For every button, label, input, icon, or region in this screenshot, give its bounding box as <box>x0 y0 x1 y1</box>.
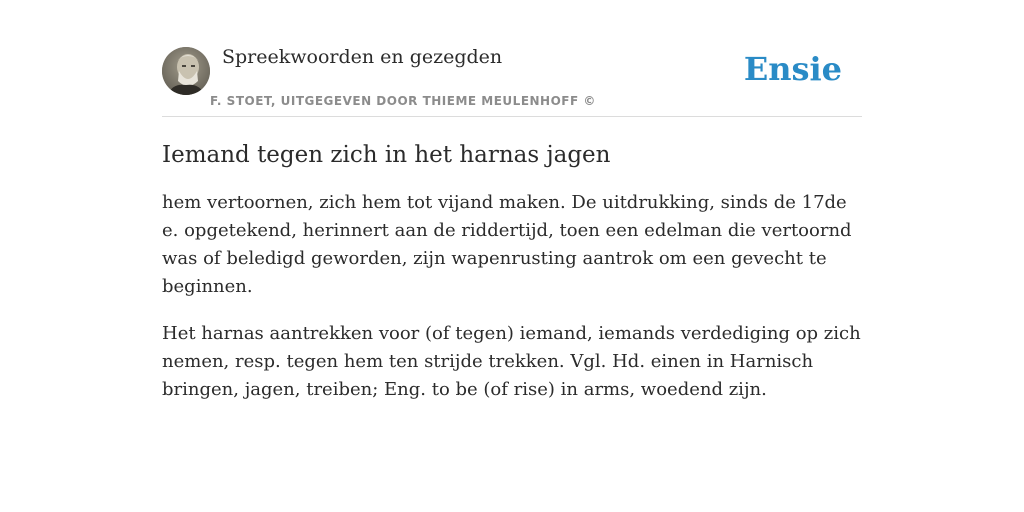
entry-title: Iemand tegen zich in het harnas jagen <box>162 142 611 168</box>
author-avatar <box>162 47 210 95</box>
author-portrait-image <box>162 47 210 95</box>
entry-content <box>162 138 862 423</box>
book-title[interactable]: Spreekwoorden en gezegden <box>222 46 503 68</box>
book-author-publisher: F. STOET, UITGEGEVEN DOOR THIEME MEULENHOFF © <box>210 94 596 108</box>
book-header <box>162 46 862 117</box>
ensie-logo-link[interactable]: Ensie <box>743 50 842 88</box>
entry-paragraph-1: hem vertoornen, zich hem tot vijand maken. De uitdrukking, sinds de 17de e. opgetekend, herinnert aan de riddertijd, toen een edelman die vertoornd was of beledigd geworden, zijn wapenrusting aantrok om een gevecht te beginnen. <box>162 192 852 297</box>
entry-paragraph-2: Het harnas aantrekken voor (of tegen) iemand, iemands verdediging op zich nemen, resp. tegen hem ten strijde trekken. Vgl. Hd. einen in Harnisch bringen, jagen, treiben; Eng. to be (of rise) in arms, woedend zijn. <box>162 323 861 400</box>
